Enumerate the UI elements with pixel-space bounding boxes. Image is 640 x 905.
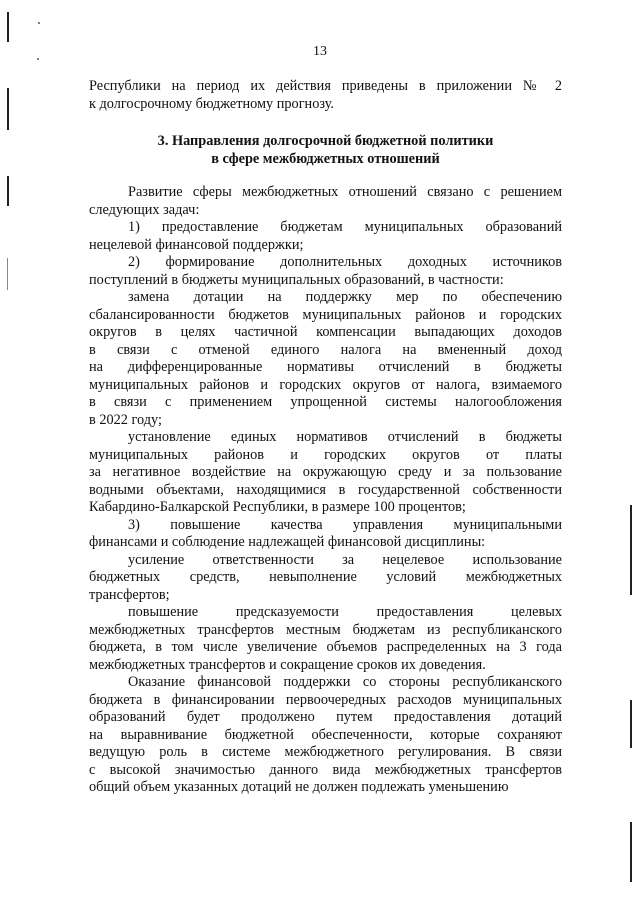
paragraph-line: бюджета, в том числе увеличение объемов распределенных на 3 года bbox=[89, 639, 562, 655]
paragraph-line: на выравнивание бюджетной обеспеченности, которые сохраняют bbox=[89, 726, 562, 743]
section-heading bbox=[89, 133, 562, 168]
paragraph-line: в связи с отменой единого налога на вмененный доход bbox=[89, 341, 562, 358]
paragraph-line: поступлений в бюджеты муниципальных образований, в частности: bbox=[89, 271, 504, 288]
paragraph-line: Оказание финансовой поддержки со стороны республиканского bbox=[128, 674, 562, 690]
intro-line: к долгосрочному бюджетному прогнозу. bbox=[89, 95, 334, 112]
left-margin-mark-4 bbox=[7, 258, 8, 290]
paragraph-line: муниципальных районов и городских округов от платы bbox=[89, 446, 562, 463]
left-margin-mark-2 bbox=[7, 88, 9, 130]
document-body bbox=[89, 78, 562, 797]
paragraph-line: усиление ответственности за нецелевое использование bbox=[128, 551, 562, 568]
paragraph-line: водными объектами, находящимися в государственной собственности bbox=[89, 481, 562, 498]
section-heading-line: 3. Направления долгосрочной бюджетной политики bbox=[157, 133, 494, 149]
intro-line: Республики на период их действия приведены в приложении № 2 bbox=[89, 78, 562, 94]
paragraph-line: нецелевой финансовой поддержки; bbox=[89, 236, 304, 253]
paragraph-line: Развитие сферы межбюджетных отношений связано с решением bbox=[128, 184, 562, 200]
paragraph-line: финансами и соблюдение надлежащей финансовой дисциплины: bbox=[89, 534, 486, 550]
paragraph-line: ведущую роль в системе межбюджетного регулирования. В связи bbox=[89, 744, 562, 760]
paragraph-line: округов в целях частичной компенсации выпадающих доходов bbox=[89, 324, 562, 340]
paragraph-line: бюджета в финансировании первоочередных расходов муниципальных bbox=[89, 691, 562, 708]
right-margin-mark-2 bbox=[630, 700, 632, 748]
right-margin-mark-1 bbox=[630, 505, 632, 595]
paragraph-line: на дифференцированные нормативы отчислений в бюджеты bbox=[89, 359, 562, 375]
paragraph-line: трансфертов; bbox=[89, 586, 170, 603]
paragraph-line: замена дотации на поддержку мер по обеспечению bbox=[128, 289, 562, 305]
paragraph-line: сбалансированности бюджетов муниципальных районов и городских bbox=[89, 306, 562, 323]
right-margin-mark-3 bbox=[630, 822, 632, 882]
paragraph-line: с высокой значимостью данного вида межбюджетных трансфертов bbox=[89, 761, 562, 778]
paragraph-line: муниципальных районов и городских округов от налога, взимаемого bbox=[89, 376, 562, 393]
left-margin-mark-1 bbox=[7, 12, 9, 42]
paragraph-line: Кабардино-Балкарской Республики, в размере 100 процентов; bbox=[89, 499, 466, 515]
paragraph-line: 3) повышение качества управления муниципальными bbox=[128, 516, 562, 533]
paragraph-line: 2) формирование дополнительных доходных источников bbox=[128, 254, 562, 270]
paragraph-line: в связи с применением упрощенной системы налогообложения bbox=[89, 394, 562, 410]
paragraph-line: межбюджетных трансфертов и сокращение сроков их доведения. bbox=[89, 656, 486, 673]
paragraph-line: межбюджетных трансфертов местным бюджетам из республиканского bbox=[89, 621, 562, 638]
paragraph-line: в 2022 году; bbox=[89, 411, 162, 428]
paragraph-line: повышение предсказуемости предоставления целевых bbox=[128, 604, 562, 620]
paragraph-line: образований будет продолжено путем предоставления дотаций bbox=[89, 709, 562, 725]
section-heading-line: в сфере межбюджетных отношений bbox=[211, 150, 440, 167]
left-margin-mark-3 bbox=[7, 176, 9, 206]
paragraph-line: общий объем указанных дотаций не должен подлежать уменьшению bbox=[89, 779, 509, 795]
page-number: 13 bbox=[313, 44, 327, 59]
paragraph-line: за негативное воздействие на окружающую среду и за пользование bbox=[89, 464, 562, 480]
paragraph-line: установление единых нормативов отчислений в бюджеты bbox=[128, 429, 562, 445]
paragraph-line: бюджетных средств, невыполнение условий межбюджетных bbox=[89, 569, 562, 585]
paragraph-line: следующих задач: bbox=[89, 201, 200, 218]
paragraphs bbox=[89, 184, 562, 797]
paragraph-line: 1) предоставление бюджетам муниципальных образований bbox=[128, 219, 562, 235]
scan-speck-1 bbox=[38, 22, 40, 24]
